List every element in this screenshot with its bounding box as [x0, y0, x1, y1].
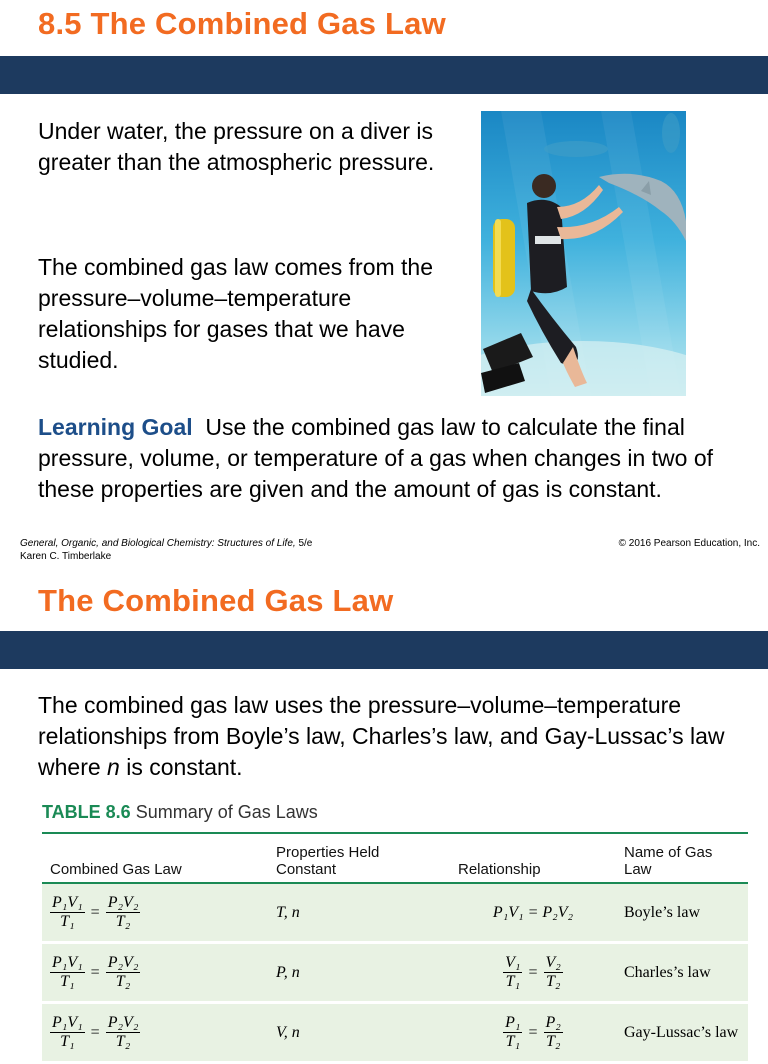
header-relationship: Relationship	[450, 833, 616, 883]
relationship-lhs-fraction	[503, 954, 522, 991]
table-row-charles	[42, 943, 748, 1003]
learning-goal-label: Learning Goal	[38, 414, 193, 440]
table-row-gay-lussac	[42, 1003, 748, 1063]
title-bar	[0, 56, 768, 94]
fraction-numerator: P₂V₂	[107, 894, 139, 911]
combined-lhs-fraction	[50, 1014, 85, 1051]
header-combined-gas-law: Combined Gas Law	[42, 833, 268, 883]
table-caption	[42, 802, 318, 823]
combined-lhs-fraction	[50, 894, 85, 931]
book-citation	[20, 537, 312, 563]
equals-sign: =	[90, 903, 100, 921]
fraction-numerator: V₂	[545, 954, 561, 971]
combined-law-cell	[42, 883, 268, 943]
combined-law-description	[38, 690, 758, 783]
description-text-part1: The combined gas law uses the pressure–volume–temperature relationships from Boyle’s law, Charles’s law, and Gay-Lussac’s law where	[38, 692, 725, 780]
law-name-cell: Gay-Lussac’s law	[616, 1003, 748, 1063]
fraction-denominator: T₁	[60, 973, 75, 990]
relationship-rhs-fraction	[544, 1014, 563, 1051]
slide-title: The Combined Gas Law	[38, 583, 394, 618]
relationship-cell	[450, 1003, 616, 1063]
constant-properties-cell: V, n	[268, 1003, 450, 1063]
slide-title: 8.5 The Combined Gas Law	[38, 6, 446, 41]
combined-rhs-fraction	[106, 1014, 141, 1051]
combined-lhs-fraction	[50, 954, 85, 991]
fraction-denominator: T₁	[505, 973, 521, 990]
fraction-denominator: T₁	[60, 913, 75, 930]
constant-properties-cell: P, n	[268, 943, 450, 1003]
description-text-part2: is constant.	[119, 754, 243, 780]
relationship-cell	[450, 943, 616, 1003]
header-properties-label: Properties Held Constant	[276, 844, 380, 878]
fraction-denominator: T₁	[505, 1033, 521, 1050]
table-number: TABLE 8.6	[42, 802, 131, 822]
relationship-rhs-fraction	[544, 954, 563, 991]
equals-sign: =	[90, 1023, 100, 1041]
fraction-numerator: P₂	[545, 1014, 561, 1031]
combined-law-cell	[42, 943, 268, 1003]
book-edition: 5/e	[295, 538, 313, 549]
table-header-row	[42, 833, 748, 883]
copyright-notice: © 2016 Pearson Education, Inc.	[618, 538, 760, 549]
fraction-denominator: T₂	[115, 973, 131, 990]
relationship-lhs-fraction	[503, 1014, 522, 1051]
title-bar	[0, 631, 768, 669]
fraction-numerator: P₁	[505, 1014, 521, 1031]
fraction-denominator: T₂	[545, 973, 561, 990]
combined-rhs-fraction	[106, 954, 141, 991]
slide-combined-gas-law-table	[0, 567, 768, 1050]
book-author: Karen C. Timberlake	[20, 551, 112, 562]
fraction-denominator: T₂	[115, 1033, 131, 1050]
fraction-numerator: P₁V₁	[52, 1014, 83, 1031]
learning-goal-text: Use the combined gas law to calculate the final pressure, volume, or temperature of a gas when changes in two of these properties are given and the amount of gas is constant.	[38, 414, 714, 502]
learning-goal	[38, 412, 728, 505]
equals-sign: =	[528, 1023, 538, 1041]
header-properties-constant	[268, 833, 450, 883]
header-name-of-gas-law: Name of Gas Law	[616, 833, 748, 883]
combined-law-origin-text: The combined gas law comes from the pressure–volume–temperature relationships for gases that we have studied.	[38, 254, 434, 373]
law-name-cell: Boyle’s law	[616, 883, 748, 943]
law-name-cell: Charles’s law	[616, 943, 748, 1003]
combined-law-cell	[42, 1003, 268, 1063]
book-title: General, Organic, and Biological Chemistry: Structures of Life,	[20, 538, 296, 549]
equals-sign: =	[90, 963, 100, 981]
fraction-numerator: P₁V₁	[52, 894, 83, 911]
fraction-denominator: T₁	[60, 1033, 75, 1050]
diver-illustration	[481, 111, 686, 396]
fraction-numerator: P₁V₁	[52, 954, 83, 971]
equals-sign: =	[528, 963, 538, 981]
table-title: Summary of Gas Laws	[135, 802, 318, 822]
gas-laws-table	[42, 832, 748, 1064]
table-row-boyle	[42, 883, 748, 943]
fraction-denominator: T₂	[115, 913, 131, 930]
fraction-numerator: P₂V₂	[107, 1014, 139, 1031]
scuba-diver-dolphin-photo	[481, 111, 686, 396]
diver-pressure-text: Under water, the pressure on a diver is greater than the atmospheric pressure.	[38, 118, 435, 175]
combined-rhs-fraction	[106, 894, 141, 931]
relationship-cell: P₁V₁ = P₂V₂	[450, 883, 616, 943]
n-symbol: n	[107, 754, 120, 780]
fraction-numerator: P₂V₂	[107, 954, 139, 971]
fraction-numerator: V₁	[505, 954, 521, 971]
fraction-denominator: T₂	[545, 1033, 561, 1050]
constant-properties-cell: T, n	[268, 883, 450, 943]
